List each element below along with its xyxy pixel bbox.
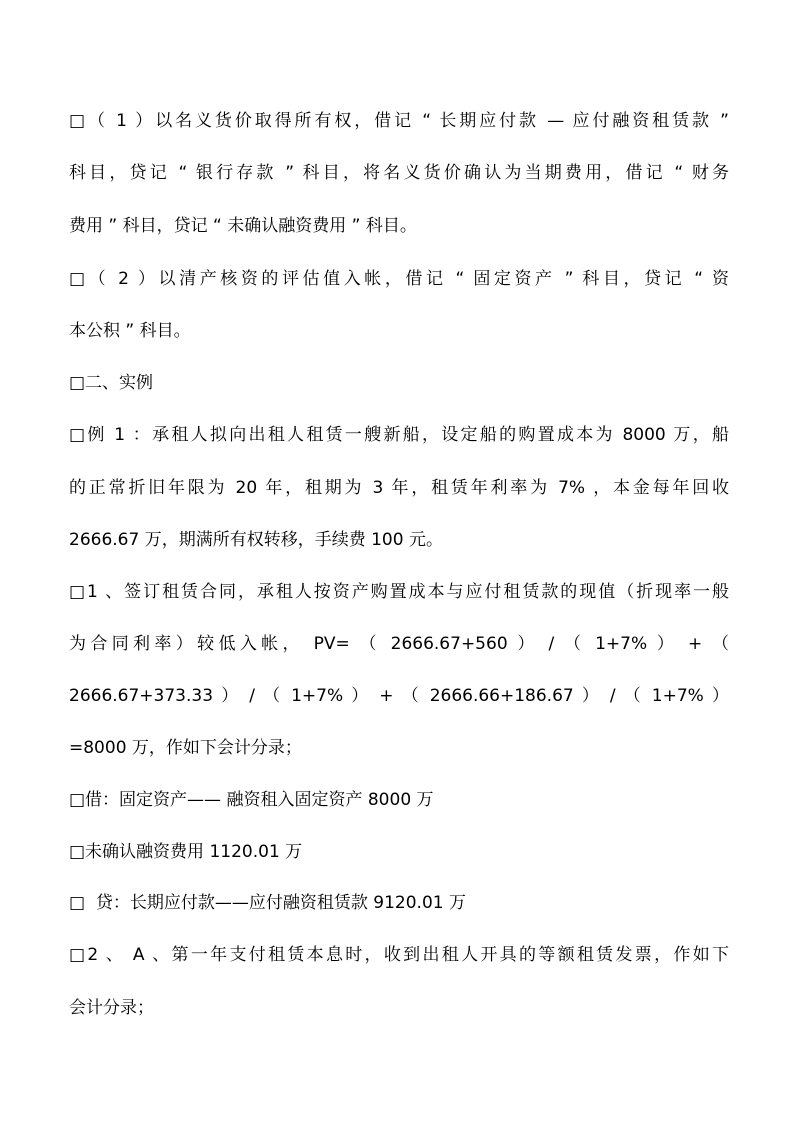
journal-entry-line: □ 贷：长期应付款——应付融资租赁款 9120.01 万 <box>69 893 466 913</box>
section-heading: □二、实例 <box>69 373 154 393</box>
text-line: 2666.67 万，期满所有权转移，手续费 100 元。 <box>69 530 443 550</box>
text-line: =8000 万，作如下会计分录； <box>69 738 302 758</box>
text-line: □（ 1 ）以名义货价取得所有权，借记 “ 长期应付款 — 应付融资租赁款 ” <box>69 111 729 131</box>
text-line: □例 1 ：承租人拟向出租人租赁一艘新船，设定船的购置成本为 8000 万，船 <box>69 425 729 445</box>
text-line: 本公积 ” 科目。 <box>69 321 191 341</box>
text-line: □2 、 A 、第一年支付租赁本息时，收到出租人开具的等额租赁发票，作如下 <box>69 945 729 965</box>
text-line: 会计分录； <box>69 998 154 1018</box>
journal-entry-line: □未确认融资费用 1120.01 万 <box>69 842 303 862</box>
text-line: 科目，贷记 “ 银行存款 ” 科目，将名义货价确认为当期费用，借记 “ 财务 <box>69 163 729 183</box>
text-line: □1 、签订租赁合同，承租人按资产购置成本与应付租赁款的现值（折现率一般 <box>69 582 729 602</box>
journal-entry-line: □借：固定资产—— 融资租入固定资产 8000 万 <box>69 790 434 810</box>
formula-line: 为合同利率）较低入帐， PV= （ 2666.67+560 ） / （ 1+7% ） + （ <box>69 634 729 654</box>
text-line: □（ 2 ）以清产核资的评估值入帐，借记 “ 固定资产 ” 科目，贷记 “ 资 <box>69 269 729 289</box>
text-line: 的正常折旧年限为 20 年，租期为 3 年，租赁年利率为 7% ，本金每年回收 <box>69 478 729 498</box>
text-line: 费用 ” 科目，贷记 “ 未确认融资费用 ” 科目。 <box>69 216 417 236</box>
formula-line: 2666.67+373.33 ） / （ 1+7% ） + （ 2666.66+186.67 ） / （ 1+7% ） <box>69 686 729 706</box>
